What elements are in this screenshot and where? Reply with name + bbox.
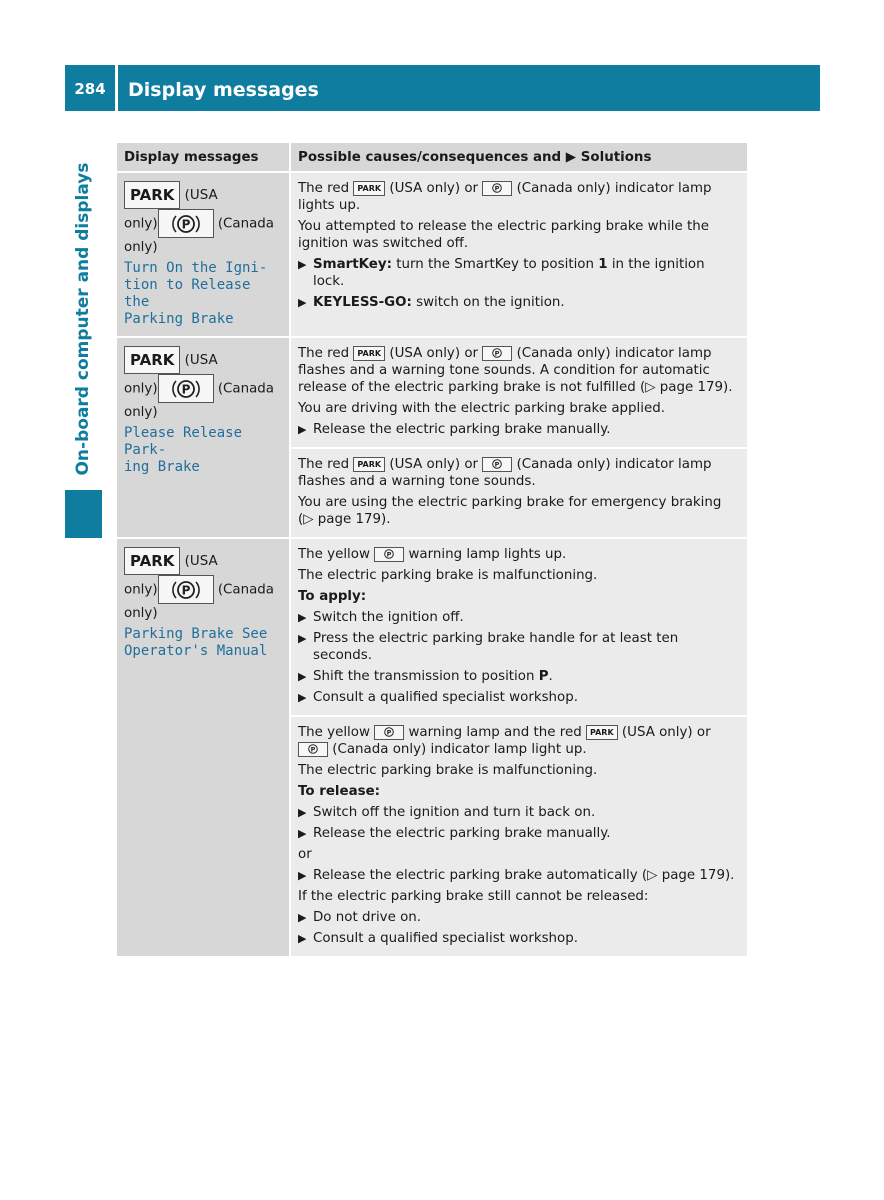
side-tab-marker [65,490,102,538]
usa-label: (USA [184,188,218,203]
solution-block [291,539,747,715]
svg-text:P: P [181,583,190,597]
solution-step: ▶ Press the electric parking brake handle for at least ten seconds. [298,631,679,663]
or-separator: or [298,847,312,862]
only-label: only) [124,582,158,598]
table-row [117,537,747,956]
svg-text:P: P [386,728,392,737]
park-lamp-icon: PARK [586,725,618,740]
usa-label: (USA [184,353,218,368]
side-tab [65,150,102,488]
display-message-code: Parking Brake See Operator's Manual [124,626,268,659]
triangle-arrow-icon: ▶ [298,296,307,309]
solutions-cell [289,338,747,537]
solution-block [291,173,747,320]
solutions-cell [289,539,747,956]
display-messages-table [117,143,747,956]
solution-step: ▶ SmartKey: turn the SmartKey to position 1 in the ignition lock. [298,257,705,289]
display-message-cell [117,338,289,537]
solution-step: ▶ Switch off the ignition and turn it back on. [298,805,596,820]
svg-text:P: P [181,217,190,231]
only-label: only) [124,606,158,621]
svg-text:P: P [494,184,500,193]
park-lamp-icon: PARK [353,457,385,472]
solution-step: ▶ Shift the transmission to position P. [298,669,553,684]
canada-label: (Canada [217,381,275,397]
parking-brake-icon [158,575,214,604]
solution-paragraph: The red PARK (USA only) or P (Canada only) indicator lamp lights up. [298,181,712,213]
svg-text:P: P [181,382,190,396]
parking-brake-icon [482,457,512,472]
solution-block [291,338,747,447]
solution-step: ▶ Consult a qualified specialist workshop. [298,931,578,946]
solution-paragraph: The yellow P warning lamp lights up. [298,547,567,562]
only-label: only) [124,240,158,255]
triangle-arrow-icon: ▶ [298,932,307,945]
solution-paragraph: The red PARK (USA only) or P (Canada only) indicator lamp flashes and a warning tone sounds. [298,457,712,489]
usa-label: (USA [184,554,218,569]
svg-text:P: P [386,550,392,559]
side-tab-label: On-board computer and displays [73,162,93,476]
solution-step: ▶ KEYLESS-GO: switch on the ignition. [298,295,565,310]
park-lamp-icon: PARK [124,181,180,209]
solution-paragraph: You are driving with the electric parking brake applied. [298,401,665,416]
svg-text:P: P [494,349,500,358]
triangle-arrow-icon: ▶ [298,611,307,624]
triangle-arrow-icon: ▶ [298,632,307,645]
solution-step: ▶ Switch the ignition off. [298,610,464,625]
solution-paragraph: The yellow P warning lamp and the red PARK (USA only) or P (Canada only) indicator lamp light up. [298,725,711,757]
solution-paragraph: The electric parking brake is malfunctioning. [298,568,598,583]
canada-label: (Canada [217,216,275,232]
step-heading: To release: [298,784,381,799]
svg-text:P: P [310,745,316,754]
solution-step: ▶ Release the electric parking brake manually. [298,422,611,437]
solutions-cell [289,173,747,336]
parking-brake-icon [374,547,404,562]
parking-brake-icon [374,725,404,740]
table-header [117,143,747,171]
display-message-cell [117,173,289,336]
park-lamp-icon: PARK [353,181,385,196]
triangle-arrow-icon: ▶ [298,869,307,882]
park-lamp-icon: PARK [124,346,180,374]
solution-paragraph: The red PARK (USA only) or P (Canada only) indicator lamp flashes and a warning tone sounds. A condition for automatic release of the electric parking brake is not fulfilled (▷ page 179). [298,346,733,395]
table-row [117,171,747,336]
solution-block [291,715,747,956]
park-lamp-icon: PARK [124,547,180,575]
step-heading: To apply: [298,589,367,604]
triangle-arrow-icon: ▶ [298,258,307,271]
page-header [65,65,820,111]
triangle-arrow-icon: ▶ [298,911,307,924]
parking-brake-icon [482,346,512,361]
solution-step: ▶ Consult a qualified specialist workshop. [298,690,578,705]
triangle-arrow-icon: ▶ [298,670,307,683]
header-divider [115,65,118,111]
triangle-arrow-icon: ▶ [298,423,307,436]
section-title: Display messages [128,79,319,101]
park-lamp-icon: PARK [353,346,385,361]
display-message-code: Turn On the Igni- tion to Release the Parking Brake [124,260,268,327]
only-label: only) [124,216,158,232]
col-header-display-messages: Display messages [124,150,259,165]
parking-brake-icon [482,181,512,196]
solution-step: ▶ Do not drive on. [298,910,422,925]
display-message-cell [117,539,289,956]
solution-paragraph: The electric parking brake is malfunctioning. [298,763,598,778]
table-row [117,336,747,537]
parking-brake-icon [298,742,328,757]
canada-label: (Canada [217,582,275,598]
solution-paragraph: You are using the electric parking brake for emergency braking (▷ page 179). [298,495,722,527]
solution-paragraph: If the electric parking brake still cannot be released: [298,889,649,904]
triangle-arrow-icon: ▶ [298,827,307,840]
triangle-arrow-icon: ▶ [298,806,307,819]
solution-step: ▶ Release the electric parking brake manually. [298,826,611,841]
parking-brake-icon [158,374,214,403]
parking-brake-icon [158,209,214,238]
svg-text:P: P [494,460,500,469]
only-label: only) [124,381,158,397]
page-number: 284 [74,80,106,98]
solution-step: ▶ Release the electric parking brake automatically (▷ page 179). [298,868,735,883]
solution-block [291,447,747,537]
col-header-causes-solutions: Possible causes/consequences and ▶ Solutions [289,143,747,171]
solution-paragraph: You attempted to release the electric parking brake while the ignition was switched off. [298,219,710,251]
only-label: only) [124,405,158,420]
triangle-arrow-icon: ▶ [298,691,307,704]
display-message-code: Please Release Park- ing Brake [124,425,243,475]
